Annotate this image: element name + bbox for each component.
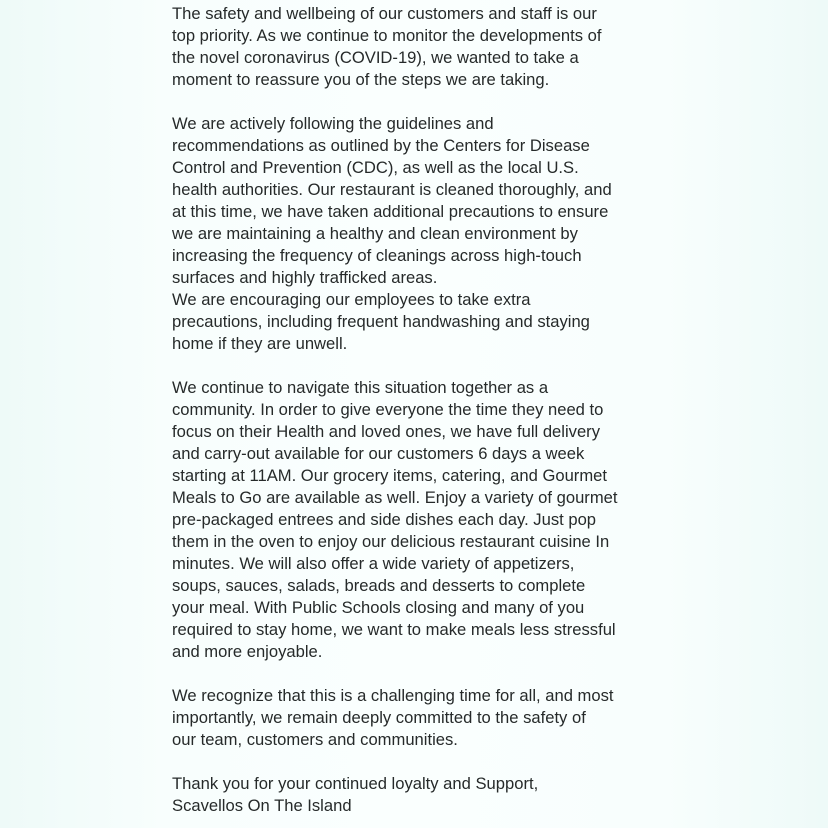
paragraph-gap (172, 751, 662, 773)
text-line: surfaces and highly trafficked areas. (172, 268, 438, 287)
text-line: community. In order to give everyone the time they need to (172, 400, 604, 419)
text-line: your meal. With Public Schools closing and many of you (172, 598, 585, 617)
text-line: The safety and wellbeing of our customers and staff is our (172, 4, 597, 23)
covid-notice-letter (172, 3, 662, 817)
text-line: We are actively following the guidelines and (172, 114, 494, 133)
text-line: and more enjoyable. (172, 642, 323, 661)
text-line: the novel coronavirus (COVID-19), we wanted to take a (172, 48, 579, 67)
text-line: Meals to Go are available as well. Enjoy a variety of gourmet (172, 488, 618, 507)
text-line: them in the oven to enjoy our delicious restaurant cuisine In (172, 532, 610, 551)
text-line: focus on their Health and loved ones, we have full delivery (172, 422, 601, 441)
text-line: increasing the frequency of cleanings across high-touch (172, 246, 582, 265)
text-line: starting at 11AM. Our grocery items, catering, and Gourmet (172, 466, 607, 485)
text-line: importantly, we remain deeply committed to the safety of (172, 708, 586, 727)
paragraph-signoff (172, 773, 662, 817)
paragraph-gap (172, 355, 662, 377)
text-line: soups, sauces, salads, breads and desserts to complete (172, 576, 586, 595)
closing-line: Thank you for your continued loyalty and Support, (172, 774, 539, 793)
text-line: precautions, including frequent handwashing and staying (172, 312, 590, 331)
text-line: health authorities. Our restaurant is cleaned thoroughly, and (172, 180, 612, 199)
text-line: pre-packaged entrees and side dishes each day. Just pop (172, 510, 597, 529)
text-line: top priority. As we continue to monitor the developments of (172, 26, 602, 45)
paragraph-intro (172, 3, 662, 91)
text-line: Control and Prevention (CDC), as well as the local U.S. (172, 158, 579, 177)
text-line: We recognize that this is a challenging time for all, and most (172, 686, 614, 705)
paragraph-guidelines (172, 113, 662, 355)
text-line: and carry-out available for our customers 6 days a week (172, 444, 585, 463)
text-line: required to stay home, we want to make meals less stressful (172, 620, 616, 639)
signature-name: Scavellos On The Island (172, 796, 352, 815)
text-line: recommendations as outlined by the Centers for Disease (172, 136, 590, 155)
paragraph-services (172, 377, 662, 663)
paragraph-commitment (172, 685, 662, 751)
paragraph-gap (172, 91, 662, 113)
text-line: home if they are unwell. (172, 334, 348, 353)
text-line: minutes. We will also offer a wide variety of appetizers, (172, 554, 575, 573)
text-line: moment to reassure you of the steps we are taking. (172, 70, 550, 89)
text-line: at this time, we have taken additional precautions to ensure (172, 202, 609, 221)
text-line: our team, customers and communities. (172, 730, 458, 749)
text-line: We are encouraging our employees to take extra (172, 290, 531, 309)
text-line: we are maintaining a healthy and clean environment by (172, 224, 578, 243)
paragraph-gap (172, 663, 662, 685)
text-line: We continue to navigate this situation together as a (172, 378, 549, 397)
